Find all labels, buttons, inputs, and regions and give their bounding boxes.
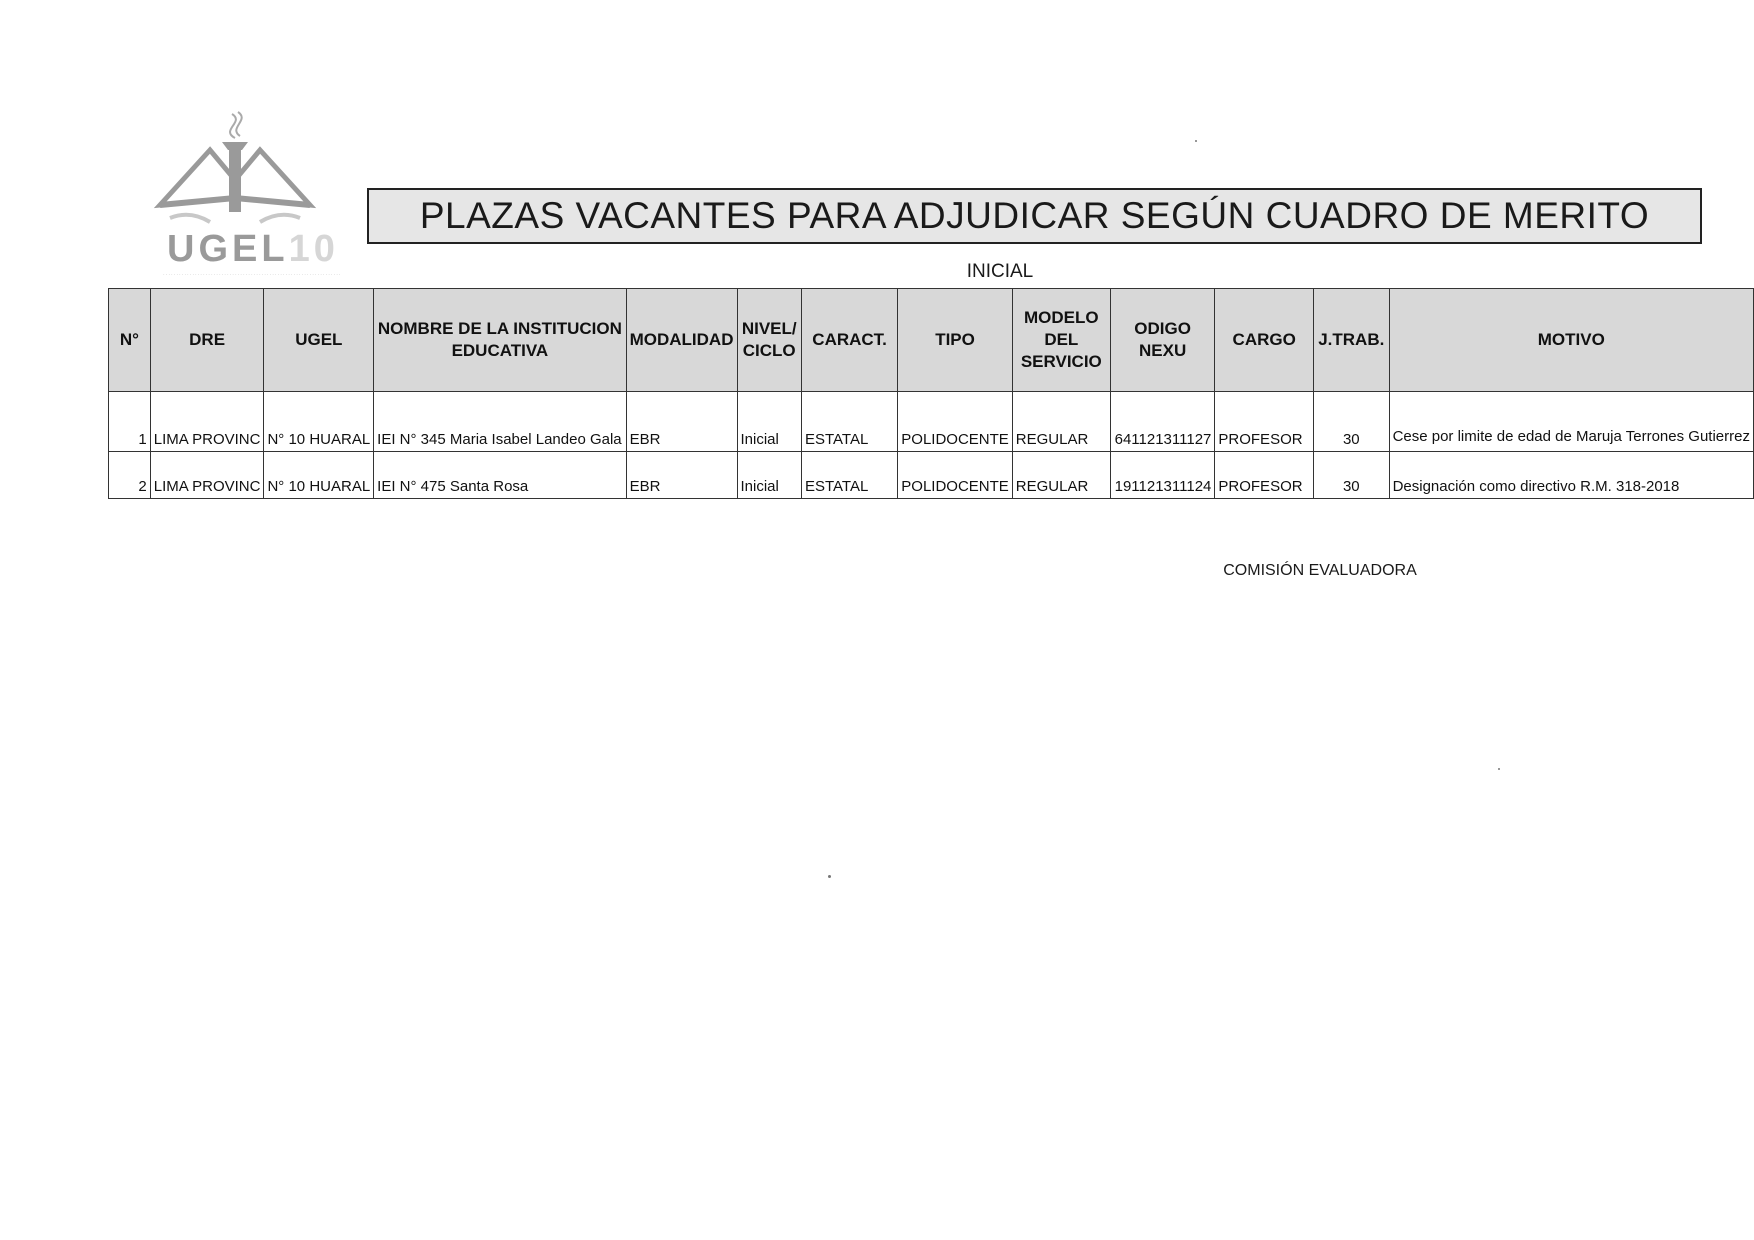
header-cell: UGEL <box>264 289 374 392</box>
scan-speck <box>828 875 831 878</box>
cell-hours: 30 <box>1314 392 1390 452</box>
cell-reason: Designación como directivo R.M. 318-2018 <box>1389 452 1753 499</box>
cell-service-model: REGULAR <box>1012 392 1110 452</box>
cell-level: Inicial <box>737 392 801 452</box>
cell-number: 2 <box>109 452 151 499</box>
cell-code: 641121311127 <box>1110 392 1215 452</box>
cell-number: 1 <box>109 392 151 452</box>
cell-ugel: N° 10 HUARAL <box>264 452 374 499</box>
cell-position: PROFESOR <box>1215 392 1314 452</box>
page-title: PLAZAS VACANTES PARA ADJUDICAR SEGÚN CUADRO DE MERITO <box>419 195 1650 236</box>
scan-speck <box>1195 140 1197 142</box>
header-cell: MOTIVO <box>1389 289 1753 392</box>
cell-institution: IEI N° 345 Maria Isabel Landeo Gala <box>374 392 626 452</box>
cell-type: POLIDOCENTE <box>898 452 1013 499</box>
logo-wordmark <box>167 228 339 271</box>
scan-speck <box>1498 768 1500 770</box>
cell-modality: EBR <box>626 452 737 499</box>
cell-institution: IEI N° 475 Santa Rosa <box>374 452 626 499</box>
table-row <box>109 392 1754 452</box>
book-torch-icon <box>150 110 320 240</box>
cell-position: PROFESOR <box>1215 452 1314 499</box>
table-row <box>109 452 1754 499</box>
cell-reason: Cese por limite de edad de Maruja Terrones Gutierrez <box>1389 392 1753 452</box>
header-cell: ODIGO NEXU <box>1110 289 1215 392</box>
cell-ugel: N° 10 HUARAL <box>264 392 374 452</box>
title-banner <box>367 188 1702 244</box>
logo-number: 10 <box>288 228 339 270</box>
cell-code: 191121311124 <box>1110 452 1215 499</box>
cell-service-model: REGULAR <box>1012 452 1110 499</box>
logo-tagline: ··································································· <box>163 272 342 278</box>
header-cell: TIPO <box>898 289 1013 392</box>
header-cell: CARGO <box>1215 289 1314 392</box>
header-cell: NIVEL/ CICLO <box>737 289 801 392</box>
section-subtitle: INICIAL <box>966 261 1034 282</box>
header-cell: MODALIDAD <box>626 289 737 392</box>
signature-label: COMISIÓN EVALUADORA <box>1223 562 1417 579</box>
cell-hours: 30 <box>1314 452 1390 499</box>
logo-text: UGEL <box>167 228 289 270</box>
header-cell: CARACT. <box>801 289 897 392</box>
cell-dre: LIMA PROVINC <box>150 392 264 452</box>
cell-modality: EBR <box>626 392 737 452</box>
cell-dre: LIMA PROVINC <box>150 452 264 499</box>
vacancies-table <box>108 288 1754 499</box>
table-header-row <box>109 289 1754 392</box>
header-cell: DRE <box>150 289 264 392</box>
header-cell: N° <box>109 289 151 392</box>
cell-characteristic: ESTATAL <box>801 452 897 499</box>
header-cell: MODELO DEL SERVICIO <box>1012 289 1110 392</box>
cell-type: POLIDOCENTE <box>898 392 1013 452</box>
cell-characteristic: ESTATAL <box>801 392 897 452</box>
header-cell: J.TRAB. <box>1314 289 1390 392</box>
header-cell: NOMBRE DE LA INSTITUCION EDUCATIVA <box>374 289 626 392</box>
cell-level: Inicial <box>737 452 801 499</box>
